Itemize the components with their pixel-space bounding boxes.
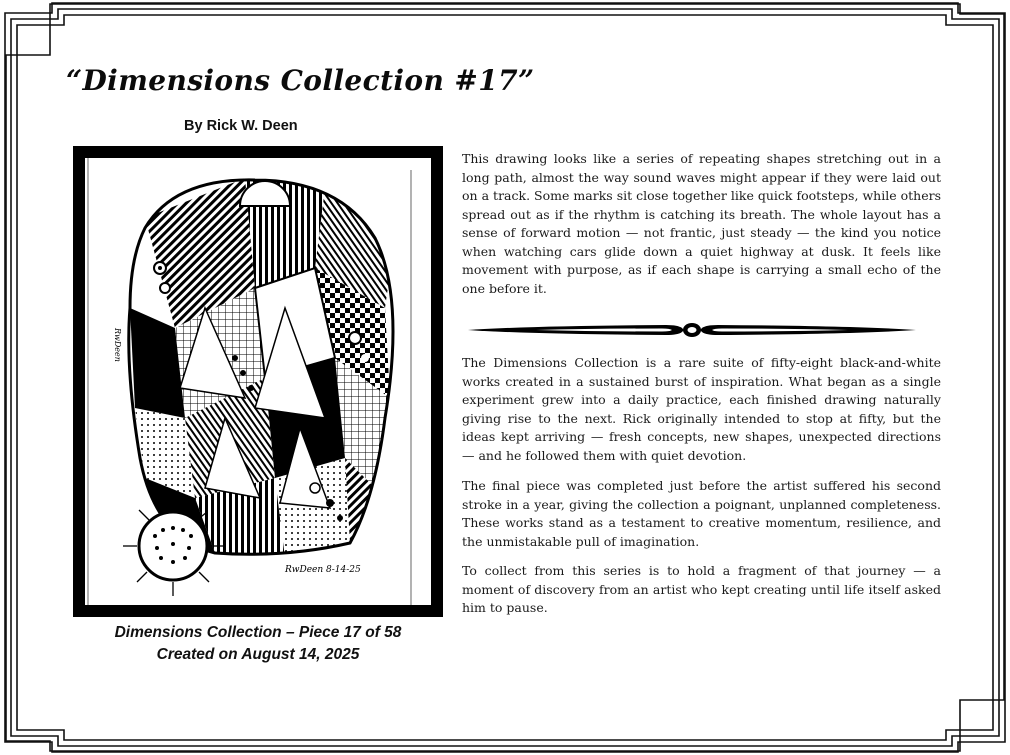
artwork-image (85, 158, 431, 605)
collector-paragraph: To collect from this series is to hold a fragment of that journey — a moment of discovery from an artist who kept creating until life itself asked him to pause. (462, 563, 941, 615)
artist-byline: By Rick W. Deen (184, 118, 298, 134)
artwork-caption-title: Dimensions Collection – Piece 17 of 58 (114, 624, 402, 641)
page-title: “Dimensions Collection #17” (66, 64, 535, 97)
artwork-signature: RwDeen 8-14-25 (285, 565, 361, 575)
description-paragraph: This drawing looks like a series of repeating shapes stretching out in a long path, almost the way sound waves might appear if they were laid out on a track. Some marks sit close together like quick footsteps, while others spread out as if the rhythm is catching its breath. The whole layout has a sense of forward motion — not frantic, just steady — the kind you notice when watching cars glide down a quiet highway at dusk. It feels like movement with purpose, as if each shape is carrying a small echo of the one before it. (462, 151, 941, 296)
svg-text:RwDeen: RwDeen (113, 328, 122, 362)
artwork-caption-date: Created on August 14, 2025 (156, 646, 360, 663)
final-piece-paragraph: The final piece was completed just before the artist suffered his second stroke in a year, giving the collection a poignant, unplanned completeness. These works stand as a testament to creative momentum, resilience, and the unmistakable pull of imagination. (462, 478, 941, 549)
collection-paragraph: The Dimensions Collection is a rare suite of fifty-eight black-and-white works created in a sustained burst of inspiration. What began as a single experiment grew into a daily practice, each finished drawing naturally giving rise to the next. Rick originally intended to stop at fifty, but the ideas kept arriving — fresh concepts, new shapes, unexpected directions — and he followed them with quiet devotion. (462, 355, 941, 463)
ornamental-divider (466, 319, 918, 341)
